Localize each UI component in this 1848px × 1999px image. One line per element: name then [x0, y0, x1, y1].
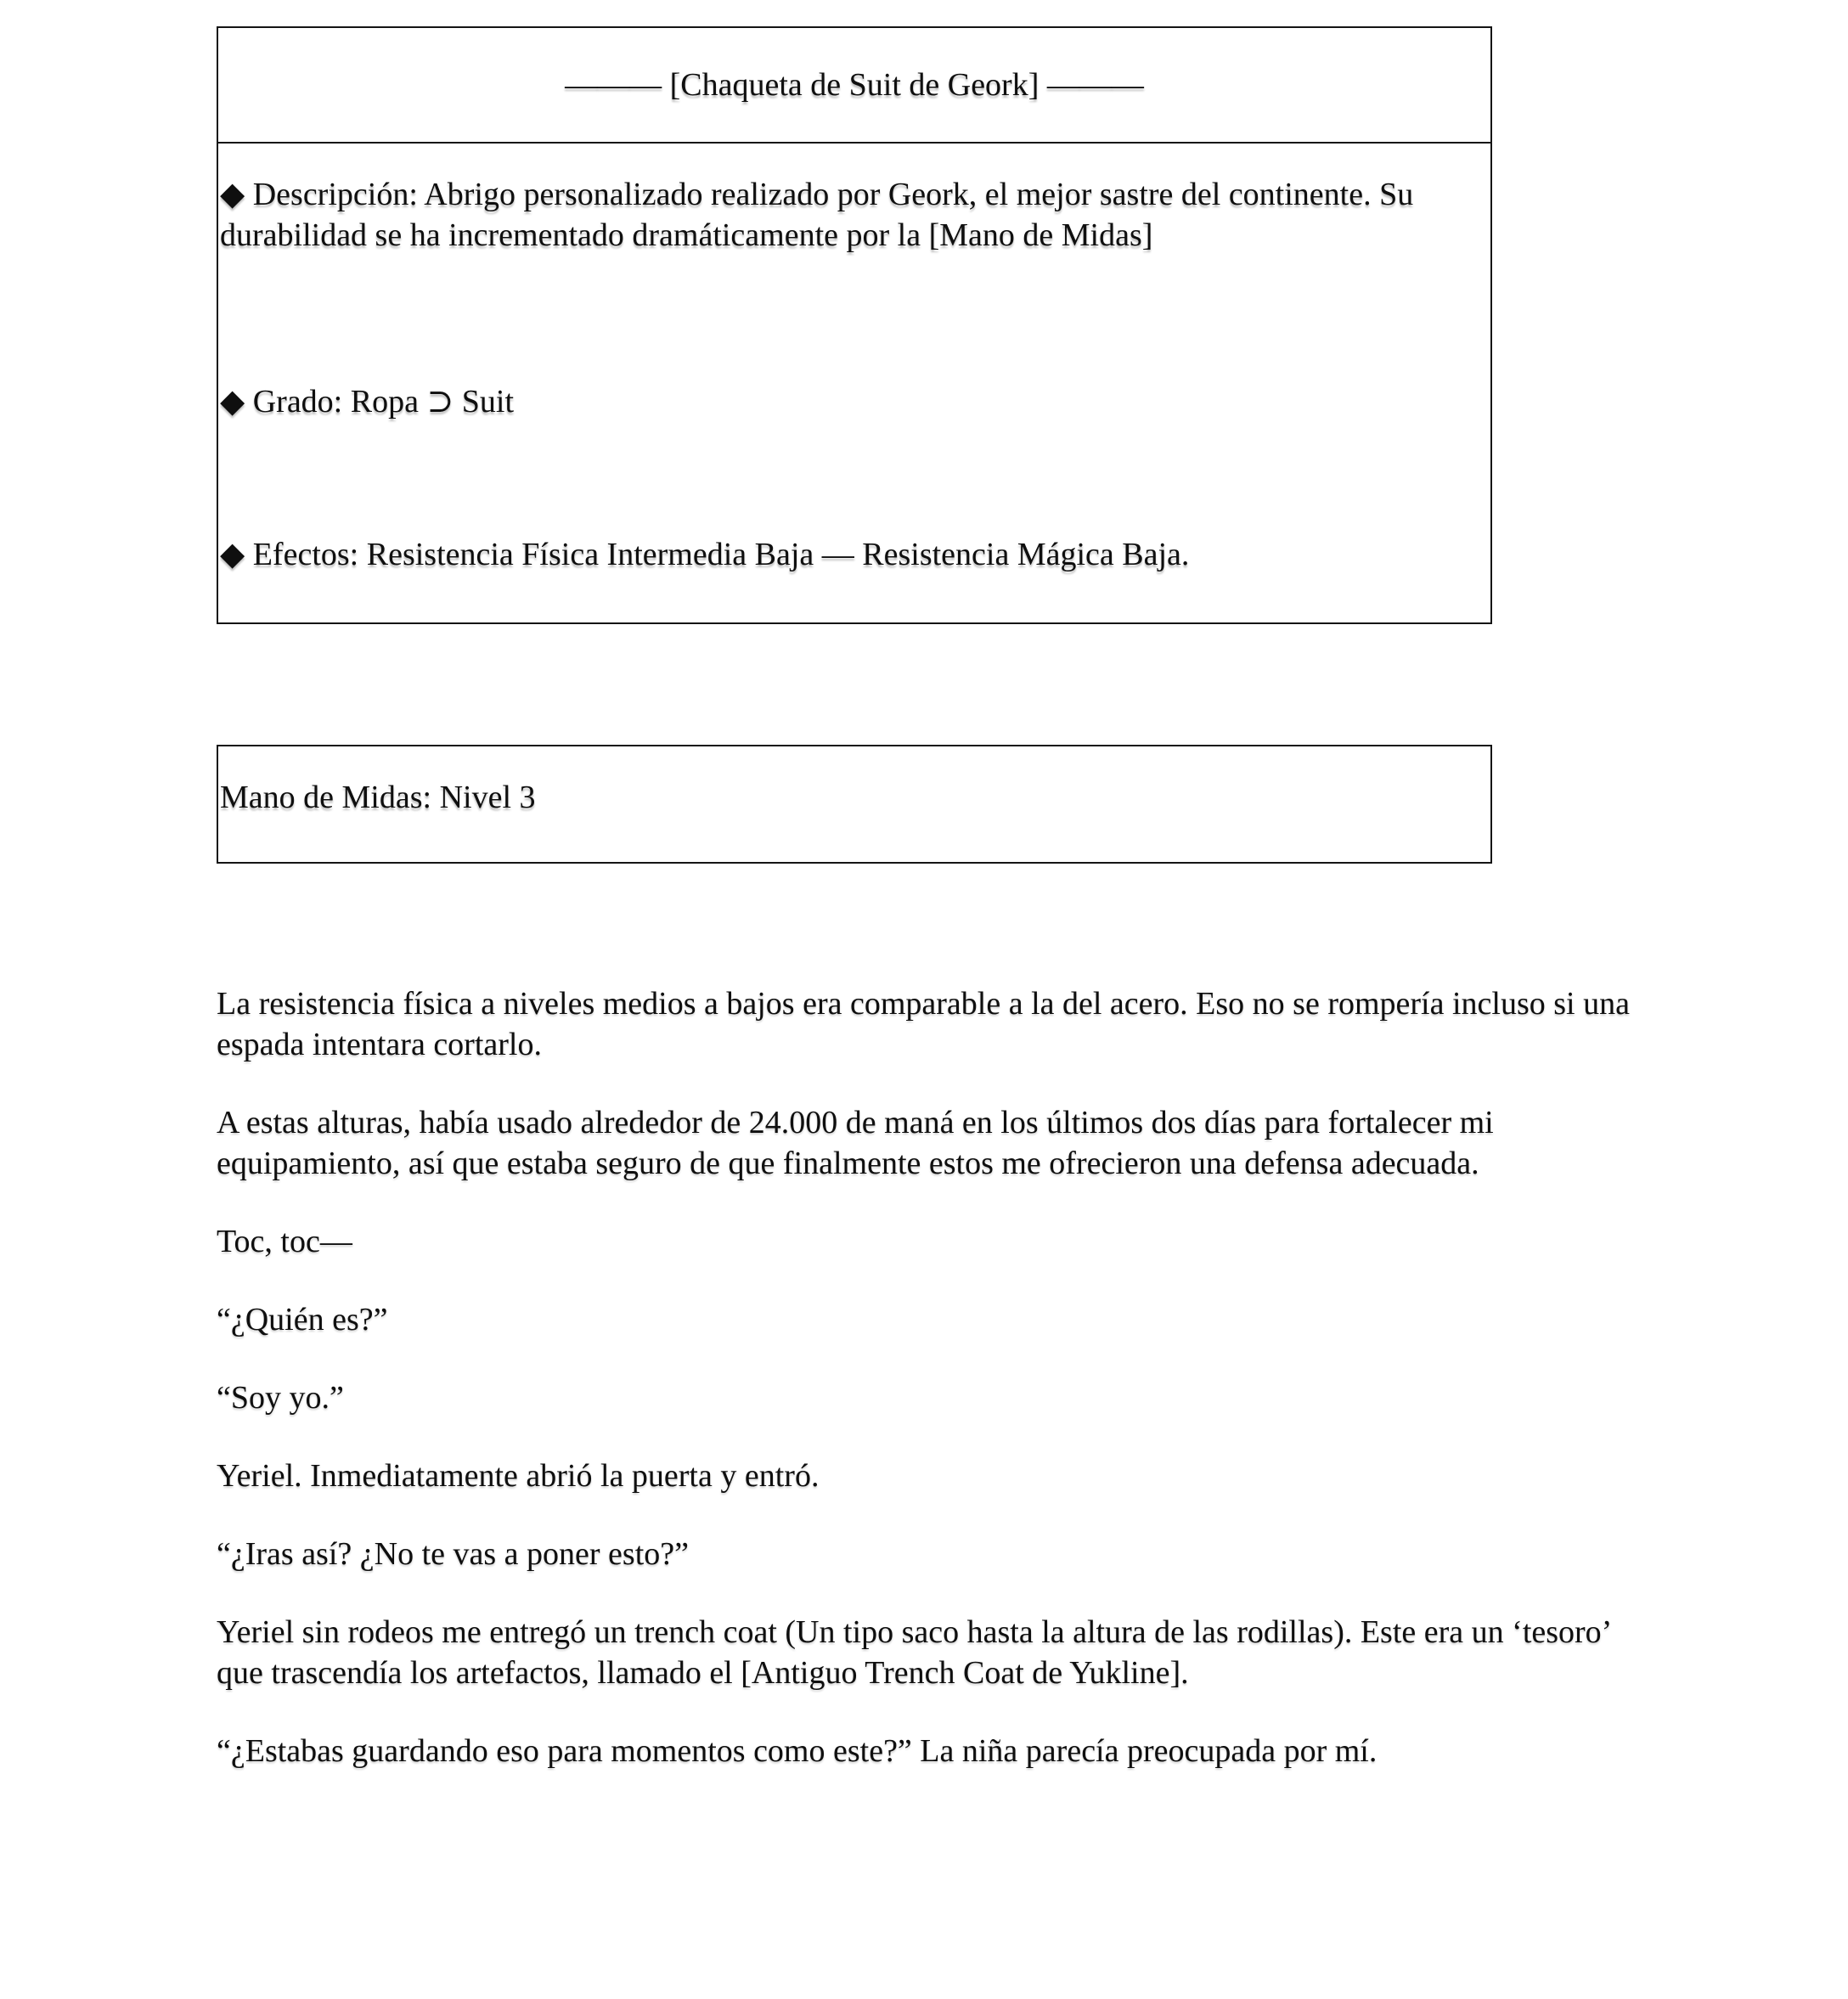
paragraph: Yeriel. Inmediatamente abrió la puerta y entró.	[217, 1458, 820, 1494]
paragraph: A estas alturas, había usado alrededor de 24.000 de maná en los últimos dos días para fortalecer mi equipamiento, así que estaba seguro de que finalmente estos me ofrecieron una defensa adecuada.	[217, 1105, 1494, 1181]
paragraph: “¿Quién es?”	[217, 1302, 388, 1337]
story-text	[217, 983, 1631, 1771]
item-effects: ◆ Efectos: Resistencia Física Intermedia Baja — Resistencia Mágica Baja.	[220, 537, 1190, 572]
item-status-window	[217, 26, 1492, 624]
item-box-body	[218, 144, 1490, 622]
paragraph: “¿Estabas guardando eso para momentos como este?” La niña parecía preocupada por mí.	[217, 1733, 1378, 1769]
item-grade: ◆ Grado: Ropa ⊃ Suit	[220, 384, 515, 420]
skill-level-text: Mano de Midas: Nivel 3	[220, 780, 536, 815]
item-description: ◆ Descripción: Abrigo personalizado realizado por Geork, el mejor sastre del continente. Su durabilidad se ha incrementado dramáticamente por la [Mano de Midas]	[220, 177, 1414, 253]
item-box-title: ——— [Chaqueta de Suit de Geork] ———	[218, 28, 1490, 144]
paragraph: Toc, toc—	[217, 1224, 352, 1259]
paragraph: La resistencia física a niveles medios a bajos era comparable a la del acero. Eso no se rompería incluso si una espada intentara cortarlo.	[217, 986, 1630, 1062]
paragraph: Yeriel sin rodeos me entregó un trench coat (Un tipo saco hasta la altura de las rodillas). Este era un ‘tesoro’ que trascendía los artefactos, llamado el [Antiguo Trench Coat de Yukline].	[217, 1614, 1610, 1691]
paragraph: “Soy yo.”	[217, 1380, 344, 1416]
paragraph: “¿Iras así? ¿No te vas a poner esto?”	[217, 1536, 689, 1572]
skill-level-window	[217, 745, 1492, 864]
